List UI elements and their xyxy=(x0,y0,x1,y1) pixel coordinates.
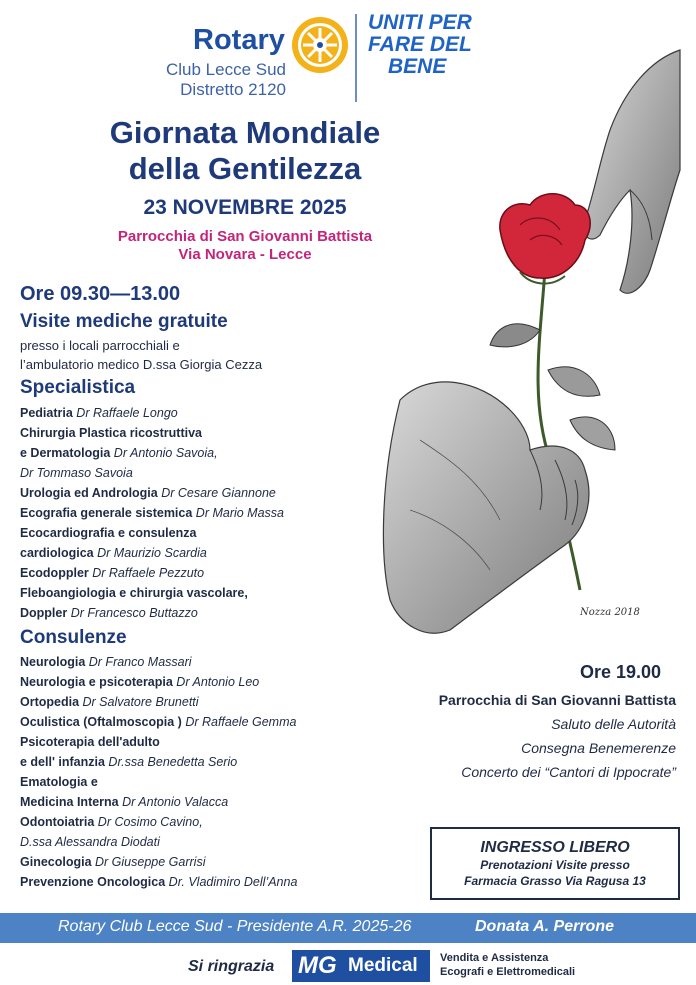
specialty: Psicoterapia dell'adulto xyxy=(20,735,160,749)
specialty: Fleboangiologia e chirurgia vascolare, xyxy=(20,586,248,600)
specialty: Doppler xyxy=(20,606,68,620)
list-item xyxy=(20,832,380,852)
list-item xyxy=(20,852,380,872)
doctor: Dr Giuseppe Garrisi xyxy=(91,855,206,869)
list-item xyxy=(20,692,380,712)
visite-note-line-1: presso i locali parrocchiali e xyxy=(20,338,180,353)
entry-box xyxy=(430,827,680,900)
specialty: Ecografia generale sistemica xyxy=(20,506,193,520)
specialty: Ortopedia xyxy=(20,695,80,709)
rotary-wheel-icon xyxy=(290,15,350,75)
event-venue xyxy=(60,228,430,264)
doctor: Dr Antonio Savoia, xyxy=(110,446,218,460)
doctor: D.ssa Alessandra Diodati xyxy=(20,835,160,849)
header-divider xyxy=(355,14,357,102)
specialty: Neurologia xyxy=(20,655,86,669)
list-item xyxy=(20,583,380,603)
sponsor-mg: MG xyxy=(298,952,337,979)
slogan-line-1: UNITI PER xyxy=(368,11,472,34)
evening-time: Ore 19.00 xyxy=(580,662,662,682)
doctor: Dr Tommaso Savoia xyxy=(20,466,133,480)
list-item xyxy=(20,483,380,503)
doctor: Dr. Vladimiro Dell’Anna xyxy=(165,875,298,889)
specialty: Medicina Interna xyxy=(20,795,119,809)
sponsor-name: Medical xyxy=(348,955,418,976)
list-item xyxy=(20,812,380,832)
doctor: Dr Franco Massari xyxy=(85,655,192,669)
doctor: Dr Cosimo Cavino, xyxy=(94,815,203,829)
list-item xyxy=(20,712,380,732)
artist-signature: Nozza 2018 xyxy=(580,607,640,618)
visite-note-line-2: l’ambulatorio medico D.ssa Giorgia Cezza xyxy=(20,357,263,372)
specialty: Ematologia e xyxy=(20,775,98,789)
morning-time: Ore 09.30—13.00 xyxy=(20,283,181,305)
doctor: Dr.ssa Benedetta Serio xyxy=(104,755,238,769)
list-item xyxy=(20,732,380,752)
specialistica-heading: Specialistica xyxy=(20,377,136,398)
list-item xyxy=(20,463,380,483)
visite-note xyxy=(20,336,262,374)
specialty: e dell' infanzia xyxy=(20,755,105,769)
specialty: Pediatria xyxy=(20,406,73,420)
visite-heading: Visite mediche gratuite xyxy=(20,311,228,332)
list-item xyxy=(20,443,380,463)
footer-president-name: Donata A. Perrone xyxy=(475,918,614,935)
specialty: Ginecologia xyxy=(20,855,92,869)
list-item xyxy=(20,872,380,892)
list-item xyxy=(20,672,380,692)
list-item xyxy=(20,423,380,443)
doctor: Dr Raffaele Longo xyxy=(72,406,178,420)
rotary-wordmark: Rotary xyxy=(193,24,285,56)
sponsor-line-2: Ecografi e Elettromedicali xyxy=(440,966,576,978)
specialty: Prevenzione Oncologica xyxy=(20,875,166,889)
evening-item: Saluto delle Autorità xyxy=(551,716,676,732)
doctor: Dr Raffaele Gemma xyxy=(181,715,297,729)
doctor: Dr Raffaele Pezzuto xyxy=(88,566,205,580)
evening-item: Concerto dei “Cantori di Ippocrate” xyxy=(461,764,676,780)
doctor: Dr Francesco Buttazzo xyxy=(67,606,198,620)
specialty: Urologia ed Andrologia xyxy=(20,486,158,500)
doctor: Dr Mario Massa xyxy=(192,506,284,520)
footer-club-president: Rotary Club Lecce Sud - Presidente A.R. 2025-26 xyxy=(58,918,412,935)
list-item xyxy=(20,752,380,772)
thanks-text: Si ringrazia xyxy=(188,958,275,975)
sponsor-line-1: Vendita e Assistenza xyxy=(440,952,549,964)
doctor: Dr Maurizio Scardia xyxy=(93,546,207,560)
sponsor-tagline xyxy=(440,951,575,979)
consulenze-heading: Consulenze xyxy=(20,627,127,648)
list-item xyxy=(20,523,380,543)
list-item xyxy=(20,772,380,792)
specialty: Neurologia e psicoterapia xyxy=(20,675,173,689)
title-line-2: della Gentilezza xyxy=(128,151,362,186)
event-date: 23 NOVEMBRE 2025 xyxy=(143,196,347,219)
club-name xyxy=(160,60,286,100)
specialistica-list xyxy=(20,403,380,623)
doctor: Dr Cesare Giannone xyxy=(157,486,276,500)
club-line-1: Club Lecce Sud xyxy=(165,60,286,79)
specialty: Odontoiatria xyxy=(20,815,95,829)
specialty: Ecocardiografia e consulenza xyxy=(20,526,197,540)
list-item xyxy=(20,652,380,672)
specialty: e Dermatologia xyxy=(20,446,111,460)
consulenze-list xyxy=(20,652,380,892)
specialty: Ecodoppler xyxy=(20,566,89,580)
slogan-line-3: BENE xyxy=(388,55,447,78)
sponsor-logo xyxy=(292,950,430,982)
doctor: Dr Antonio Leo xyxy=(172,675,260,689)
hands-holding-rose-icon xyxy=(380,40,690,660)
entry-line-1: Prenotazioni Visite presso xyxy=(480,858,630,872)
doctor: Dr Salvatore Brunetti xyxy=(79,695,199,709)
list-item xyxy=(20,792,380,812)
venue-line-1: Parrocchia di San Giovanni Battista xyxy=(117,228,373,245)
evening-item: Consegna Benemerenze xyxy=(521,740,676,756)
list-item xyxy=(20,603,380,623)
specialty: Oculistica (Oftalmoscopia ) xyxy=(20,715,182,729)
specialty: cardiologica xyxy=(20,546,94,560)
specialty: Chirurgia Plastica ricostruttiva xyxy=(20,426,203,440)
club-line-2: Distretto 2120 xyxy=(180,80,286,99)
venue-line-2: Via Novara - Lecce xyxy=(178,246,312,263)
list-item xyxy=(20,403,380,423)
slogan-line-2: FARE DEL xyxy=(368,33,472,56)
evening-program xyxy=(380,688,676,784)
list-item xyxy=(20,543,380,563)
list-item xyxy=(20,563,380,583)
entry-title: INGRESSO LIBERO xyxy=(480,839,630,856)
entry-line-2: Farmacia Grasso Via Ragusa 13 xyxy=(464,874,646,888)
title-line-1: Giornata Mondiale xyxy=(109,115,381,150)
evening-place: Parrocchia di San Giovanni Battista xyxy=(438,692,676,708)
doctor: Dr Antonio Valacca xyxy=(118,795,229,809)
list-item xyxy=(20,503,380,523)
event-title xyxy=(60,115,430,187)
